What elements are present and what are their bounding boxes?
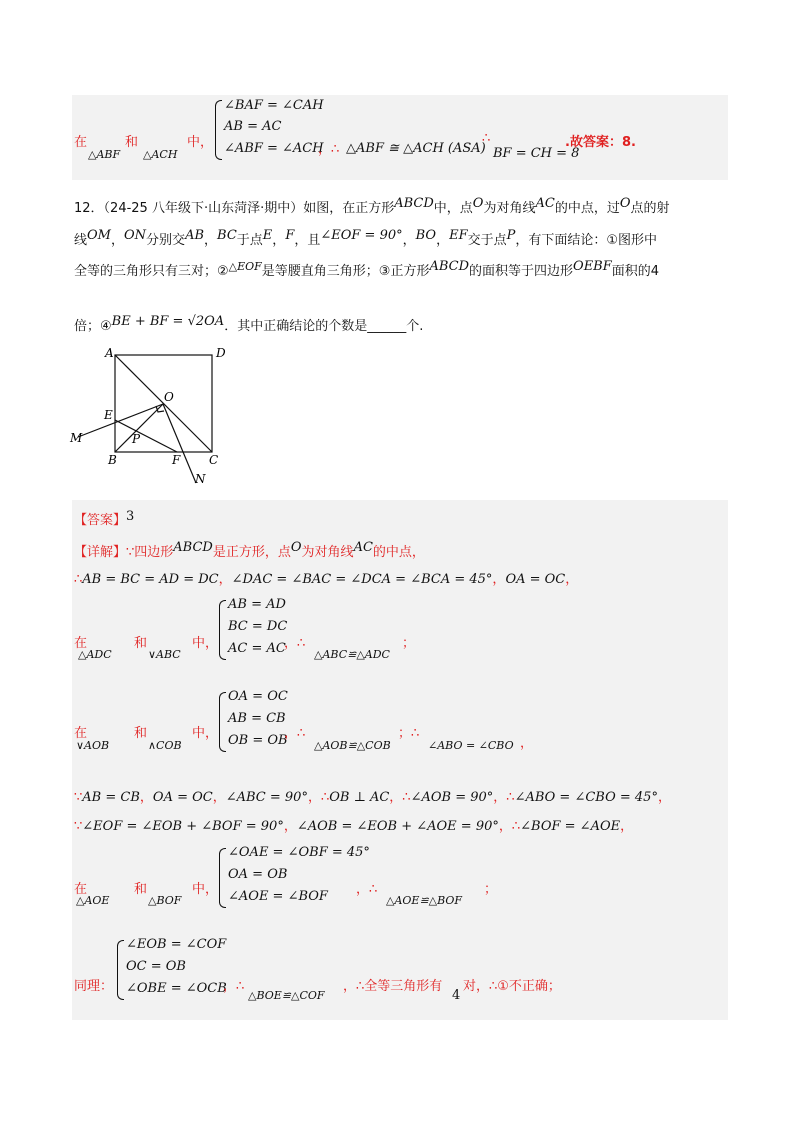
q-l4-eq: BE + BF = √2OA bbox=[111, 314, 225, 329]
q-l2-bo: BO bbox=[415, 228, 437, 243]
s4-mid2: 对，∴①不正确； bbox=[463, 979, 561, 994]
label-c: C bbox=[209, 453, 219, 467]
d2-6: ， bbox=[565, 572, 579, 587]
q-l3-abcd: ABCD bbox=[429, 259, 470, 274]
s4-th: ，∴ bbox=[223, 979, 245, 994]
q-l2-0: 线 bbox=[74, 233, 88, 248]
q-l2-16: ， bbox=[436, 233, 450, 248]
block1-brace bbox=[215, 100, 222, 160]
s1-t1: △ADC bbox=[78, 648, 112, 661]
label-n: N bbox=[195, 472, 206, 486]
d3-10: ，∴ bbox=[493, 790, 515, 805]
q-l1-mid3: 的中点，过 bbox=[554, 201, 620, 216]
s1-he: 和 bbox=[134, 636, 148, 651]
s3-t1: △AOE bbox=[76, 894, 110, 907]
s2-th: ，∴ bbox=[284, 726, 306, 741]
s2-t1: ∨AOB bbox=[76, 739, 110, 752]
q-l2-bc: BC bbox=[217, 228, 237, 243]
ray-on bbox=[163, 404, 196, 483]
question-line4 bbox=[74, 314, 423, 334]
block1-answer: .故答案：8. bbox=[565, 135, 636, 150]
d2-5: OA = OC bbox=[505, 572, 566, 587]
d3-9: ∠AOB = 90° bbox=[410, 790, 494, 805]
s2-res2: ∠ABO = ∠CBO bbox=[428, 739, 514, 752]
block1-therefore2: ∴ bbox=[482, 131, 491, 146]
q-l4-2: ．其中正确结论的个数是 bbox=[224, 319, 368, 334]
s4-brace bbox=[117, 940, 124, 1000]
s1-end: ； bbox=[402, 636, 416, 651]
detail-line1 bbox=[74, 540, 425, 560]
label-e: E bbox=[104, 408, 113, 422]
s3-zai: 在 bbox=[74, 882, 88, 897]
d3-5: ∠ABC = 90° bbox=[225, 790, 308, 805]
question-line3 bbox=[74, 259, 659, 279]
d4-3: ∠AOB = ∠EOB + ∠AOE = 90° bbox=[296, 819, 499, 834]
detail-line2 bbox=[74, 568, 578, 587]
s3-sys-0: ∠OAE = ∠OBF = 45° bbox=[228, 845, 370, 860]
answer-label: 【答案】 bbox=[74, 513, 127, 528]
d3-4: ， bbox=[212, 790, 226, 805]
d1-4: 为对角线 bbox=[301, 545, 354, 560]
d4-2: ， bbox=[283, 819, 297, 834]
q-l2-18: 交于点 bbox=[467, 233, 507, 248]
s1-sys-1: BC = DC bbox=[228, 619, 288, 634]
s1-brace bbox=[219, 600, 226, 660]
d4-1: ∠EOF = ∠EOB + ∠BOF = 90° bbox=[82, 819, 284, 834]
d1-abcd: ABCD bbox=[173, 540, 213, 555]
q-l4-4: 个. bbox=[406, 319, 424, 334]
q-l2-14: ， bbox=[402, 233, 416, 248]
s4-lead: 同理： bbox=[74, 979, 114, 994]
s2-end: ， bbox=[520, 736, 534, 751]
q-l1-mid2: 为对角线 bbox=[483, 201, 536, 216]
block1-sys-0: ∠BAF = ∠CAH bbox=[224, 98, 324, 113]
d3-12: ， bbox=[657, 790, 671, 805]
d1-2: 是正方形，点 bbox=[212, 545, 291, 560]
s3-sys-2: ∠AOE = ∠BOF bbox=[228, 889, 328, 904]
s4-res: △BOE≌△COF bbox=[248, 989, 325, 1002]
detail-label: 【详解】 bbox=[74, 545, 127, 560]
q-l1-mid: 中，点 bbox=[433, 201, 473, 216]
block1-zhong: 中， bbox=[187, 135, 214, 150]
q-l1-end: 点的射 bbox=[630, 201, 670, 216]
d4-4: ，∴ bbox=[498, 819, 521, 834]
block1-sys-2: ∠ABF = ∠ACH bbox=[224, 141, 324, 156]
s3-res: △AOE≌△BOF bbox=[386, 894, 463, 907]
s2-he: 和 bbox=[134, 726, 148, 741]
block1-tri1: △ABF bbox=[88, 148, 121, 161]
d3-6: ，∴ bbox=[307, 790, 330, 805]
s3-brace bbox=[219, 848, 226, 908]
label-d: D bbox=[216, 346, 226, 360]
block1-zai: 在 bbox=[74, 135, 88, 150]
q-l2-8: 于点 bbox=[236, 233, 263, 248]
s4-sys-2: ∠OBE = ∠OCB bbox=[126, 981, 227, 996]
label-m: M bbox=[70, 431, 83, 445]
d4-6: ， bbox=[620, 819, 634, 834]
s2-sys-0: OA = OC bbox=[228, 689, 288, 704]
s2-zhong: 中， bbox=[192, 726, 219, 741]
q-l2-10: ， bbox=[272, 233, 286, 248]
d3-1: AB = CB bbox=[82, 790, 140, 805]
d3-2: ， bbox=[139, 790, 153, 805]
d2-3: ∠DAC = ∠BAC = ∠DCA = ∠BCA = 45° bbox=[231, 572, 493, 587]
block1-congruence: △ABF ≅ △ACH (ASA) bbox=[346, 141, 486, 156]
answer-line bbox=[74, 509, 134, 528]
q-l4-blank: ______ bbox=[367, 319, 407, 334]
s4-mid: ，∴全等三角形有 bbox=[343, 979, 443, 994]
q-l1-o: O bbox=[472, 196, 484, 211]
s4-sys-1: OC = OB bbox=[126, 959, 186, 974]
s2-sys-2: OB = OB bbox=[228, 733, 288, 748]
s2-t2: ∧COB bbox=[148, 739, 182, 752]
q-l2-20: ，有下面结论：①图形中 bbox=[515, 233, 658, 248]
s3-he: 和 bbox=[134, 882, 148, 897]
d3-3: OA = OC bbox=[152, 790, 213, 805]
q-l2-ab: AB bbox=[185, 228, 205, 243]
label-b: B bbox=[108, 453, 117, 467]
s1-th: ，∴ bbox=[284, 636, 306, 651]
segment-ef bbox=[115, 420, 177, 452]
d1-6: 的中点， bbox=[372, 545, 425, 560]
d1-ac: AC bbox=[353, 540, 373, 555]
s1-res: △ABC≌△ADC bbox=[314, 648, 390, 661]
s1-zhong: 中， bbox=[192, 636, 219, 651]
d1-o: O bbox=[290, 540, 302, 555]
geometry-figure bbox=[68, 345, 248, 495]
q-l1-o2: O bbox=[619, 196, 631, 211]
q-l2-2: ， bbox=[110, 233, 124, 248]
s2-mid: ；∴ bbox=[398, 726, 420, 741]
d1-0: ∵四边形 bbox=[126, 545, 174, 560]
q-l2-on: ON bbox=[124, 228, 147, 243]
answer-value: 3 bbox=[126, 509, 135, 524]
question-line2 bbox=[74, 228, 657, 248]
s1-sys-0: AB = AD bbox=[228, 597, 286, 612]
block1-he: 和 bbox=[125, 135, 139, 150]
q-l3-eof: △EOF bbox=[228, 260, 262, 273]
s3-sys-1: OA = OB bbox=[228, 867, 288, 882]
q-l2-ef: EF bbox=[449, 228, 468, 243]
q-l3-2: 是等腰直角三角形；③正方形 bbox=[261, 264, 430, 279]
block1-tri2: △ACH bbox=[143, 148, 178, 161]
question-line1 bbox=[74, 196, 670, 216]
d2-4: ， bbox=[492, 572, 506, 587]
q-l2-6: ， bbox=[204, 233, 218, 248]
label-f: F bbox=[172, 453, 181, 467]
d3-8: ，∴ bbox=[389, 790, 411, 805]
q-l4-0: 倍；④ bbox=[74, 319, 112, 334]
q-l3-0: 全等的三角形只有三对；② bbox=[74, 264, 229, 279]
label-p: P bbox=[132, 432, 141, 446]
s3-t2: △BOF bbox=[148, 894, 182, 907]
detail-line4 bbox=[74, 815, 633, 834]
s4-num: 4 bbox=[452, 988, 461, 1003]
ray-om bbox=[78, 404, 163, 437]
q-l2-e: E bbox=[262, 228, 273, 243]
q-l3-4: 的面积等于四边形 bbox=[469, 264, 574, 279]
block1-equal: BF = CH = 8 bbox=[493, 146, 580, 161]
s1-sys-2: AC = AC bbox=[228, 641, 286, 656]
d4-5: ∠BOF = ∠AOE bbox=[520, 819, 621, 834]
s2-sys-1: AB = CB bbox=[228, 711, 286, 726]
s3-end: ； bbox=[484, 882, 498, 897]
q-l2-4: 分别交 bbox=[146, 233, 186, 248]
s1-t2: ∨ABC bbox=[148, 648, 181, 661]
q-l1-text: 12．（24-25 八年级下·山东菏泽·期中）如图，在正方形 bbox=[74, 201, 395, 216]
d2-0: ∴ bbox=[74, 572, 83, 587]
block1-therefore: ，∴ bbox=[318, 142, 340, 157]
d4-0: ∵ bbox=[74, 819, 83, 834]
label-a: A bbox=[105, 346, 114, 360]
detail-line3 bbox=[74, 786, 671, 805]
s2-res: △AOB≌△COB bbox=[314, 739, 391, 752]
d3-0: ∵ bbox=[74, 790, 83, 805]
d2-1: AB = BC = AD = DC bbox=[82, 572, 219, 587]
q-l3-6: 面积的4 bbox=[611, 264, 660, 279]
s3-th: ，∴ bbox=[356, 882, 378, 897]
q-l2-om: OM bbox=[87, 228, 111, 243]
q-l2-12: ，且 bbox=[294, 233, 321, 248]
q-l2-p: P bbox=[506, 228, 516, 243]
d2-2: ， bbox=[218, 572, 232, 587]
s4-sys-0: ∠EOB = ∠COF bbox=[126, 937, 227, 952]
s2-zai: 在 bbox=[74, 726, 88, 741]
d3-11: ∠ABO = ∠CBO = 45° bbox=[514, 790, 658, 805]
q-l1-ac: AC bbox=[535, 196, 555, 211]
q-l2-angle: ∠EOF = 90° bbox=[320, 228, 403, 243]
s2-brace bbox=[219, 692, 226, 752]
q-l2-f: F bbox=[285, 228, 295, 243]
q-l1-abcd: ABCD bbox=[394, 196, 434, 211]
label-o: O bbox=[164, 390, 174, 404]
block1-sys-1: AB = AC bbox=[224, 119, 282, 134]
d3-7: OB ⊥ AC bbox=[329, 790, 390, 805]
s3-zhong: 中， bbox=[192, 882, 219, 897]
q-l3-oebf: OEBF bbox=[573, 259, 612, 274]
s1-zai: 在 bbox=[74, 636, 88, 651]
